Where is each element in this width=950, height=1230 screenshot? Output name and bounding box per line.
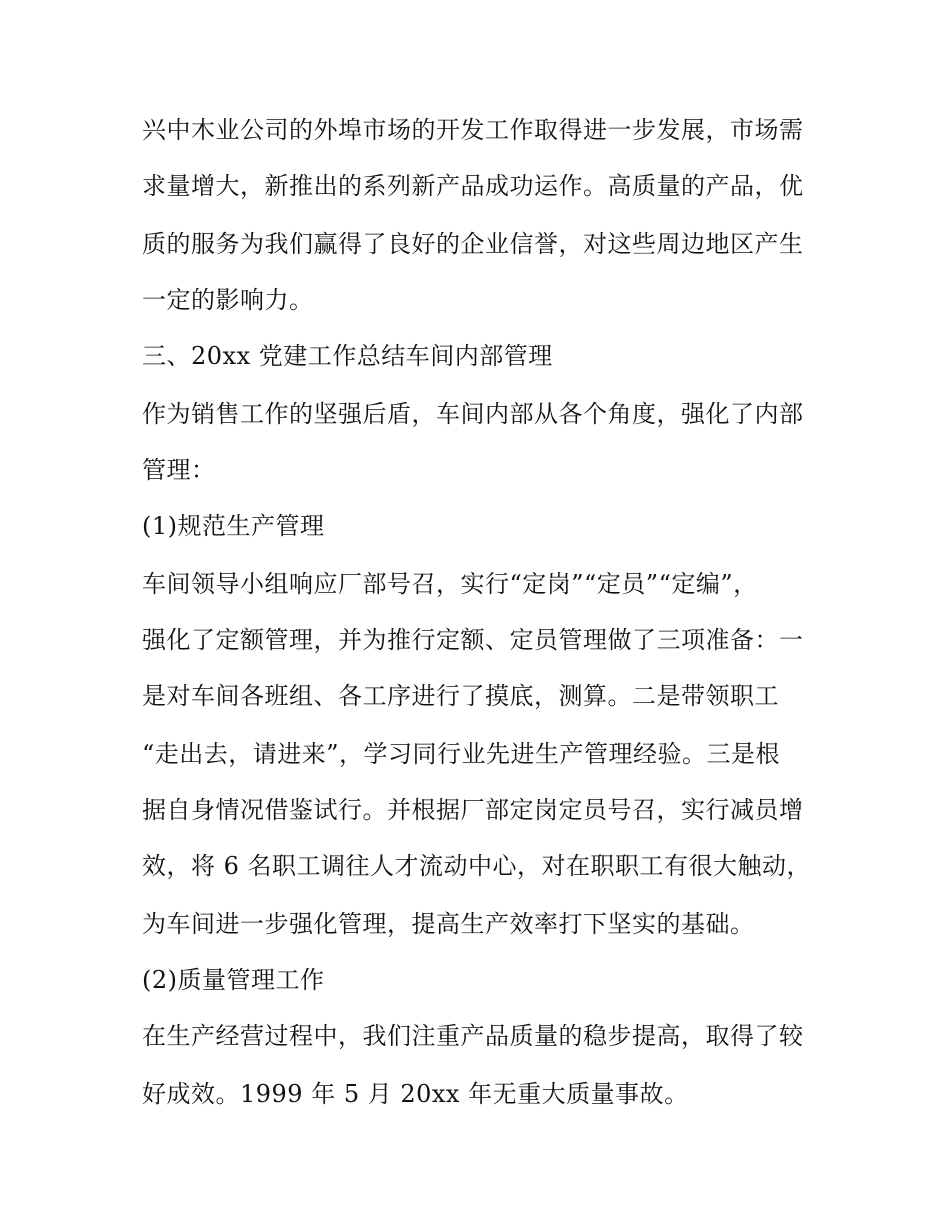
- text-line-9: 车间领导小组响应厂部号召，实行“定岗”“定员”“定编”，: [142, 570, 758, 598]
- text-line-10: 强化了定额管理，并为推行定额、定员管理做了三项准备：一: [142, 626, 804, 654]
- text-line-18: 好成效。1999 年 5 月 20xx 年无重大质量事故。: [142, 1080, 689, 1108]
- text-line-14: 效，将 6 名职工调往人才流动中心，对在职职工有很大触动，: [142, 852, 812, 880]
- text-line-13: 据自身情况借鉴试行。并根据厂部定岗定员号召，实行减员增: [142, 796, 804, 824]
- text-line-7: 管理：: [142, 456, 216, 484]
- subheading-quality-management: (2)质量管理工作: [142, 966, 325, 994]
- text-line-11: 是对车间各班组、各工序进行了摸底，测算。二是带领职工: [142, 682, 779, 710]
- text-line-6: 作为销售工作的坚强后盾，车间内部从各个角度，强化了内部: [142, 400, 804, 428]
- text-line-1: 兴中木业公司的外埠市场的开发工作取得进一步发展，市场需: [142, 116, 804, 144]
- text-line-17: 在生产经营过程中，我们注重产品质量的稳步提高，取得了较: [142, 1022, 804, 1050]
- text-line-15: 为车间进一步强化管理，提高生产效率打下坚实的基础。: [142, 910, 755, 938]
- section-heading: 三、20xx 党建工作总结车间内部管理: [142, 342, 553, 370]
- subheading-production-management: (1)规范生产管理: [142, 512, 325, 540]
- text-line-12: “走出去，请进来”，学习同行业先进生产管理经验。三是根: [142, 740, 781, 768]
- text-line-4: 一定的影响力。: [142, 286, 314, 314]
- text-line-3: 质的服务为我们赢得了良好的企业信誉，对这些周边地区产生: [142, 230, 804, 258]
- text-line-2: 求量增大，新推出的系列新产品成功运作。高质量的产品，优: [142, 172, 804, 200]
